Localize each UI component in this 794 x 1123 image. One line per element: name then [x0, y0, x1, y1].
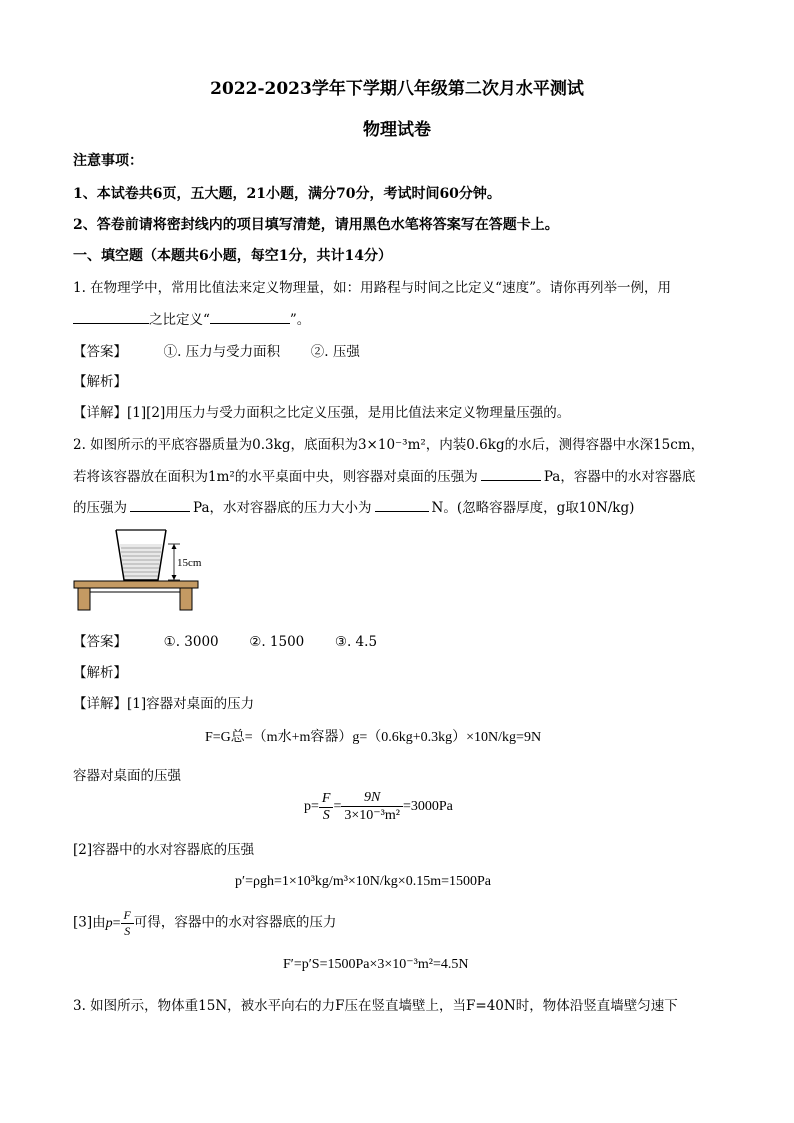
answer-blank	[73, 309, 149, 324]
answer-1: ①. 压力与受力面积	[163, 344, 281, 360]
analysis-tag: 【解析】	[73, 374, 127, 390]
formula-4: F′=p′S=1500Pa×3×10⁻³m²=4.5N	[283, 957, 469, 972]
answer-3: ③. 4.5	[334, 634, 378, 650]
question-2-line3: 的压强为 Pa，水对容器底的压力大小为 N。(忽略容器厚度，g取10N/kg)	[73, 496, 634, 516]
answer-blank	[130, 497, 190, 512]
table-top	[74, 581, 198, 588]
answer-2: ②. 1500	[249, 634, 305, 650]
question-1-line2: 之比定义“ ”。	[73, 308, 310, 328]
answer-row	[73, 630, 377, 650]
container-figure	[72, 526, 202, 616]
question-3-text: 3. 如图所示，物体重15N，被水平向右的力F压在竖直墙壁上，当F=40N时，物体沿竖直墙壁匀速下	[73, 998, 678, 1014]
question-2-line2: 若将该容器放在面积为1m²的水平桌面中央，则容器对桌面的压强为 Pa，容器中的水对容器底	[73, 465, 695, 485]
answer-1: ①. 3000	[163, 634, 219, 650]
answer-2: ②. 压强	[310, 344, 360, 360]
water-fill	[120, 544, 162, 580]
formula-1: F=G总=（m水+m容器）g=（0.6kg+0.3kg）×10N/kg=9N	[205, 730, 542, 745]
page-subtitle: 物理试卷	[363, 120, 431, 140]
formula-3: p′=ρgh=1×10³kg/m³×10N/kg×0.15m=1500Pa	[235, 874, 491, 889]
section-heading: 一、填空题（本题共6小题，每空1分，共计14分）	[73, 248, 392, 264]
question-1-text: 1. 在物理学中，常用比值法来定义物理量，如：用路程与时间之比定义“速度”。请你再列举一例，用	[73, 280, 671, 296]
answer-tag: 【答案】	[73, 634, 127, 650]
answer-row	[73, 340, 360, 360]
answer-blank	[481, 466, 541, 481]
answer-blank	[375, 497, 429, 512]
formula-2: p= $\frac{F}{S}$ = $\frac{9N}{\text{3×10⁻³m²}}$ =3000Pa	[304, 790, 453, 823]
answer-tag: 【答案】	[73, 344, 127, 360]
notice-heading: 注意事项：	[73, 153, 143, 169]
text-block: [3]由p= $\frac{F}{S}$ 可得，容器中的水对容器底的压力	[73, 908, 337, 938]
table-leg-right	[180, 588, 192, 610]
table-leg-left	[78, 588, 90, 610]
detail-text: 【详解】[1][2]用压力与受力面积之比定义压强，是用比值法来定义物理量压强的。	[73, 405, 571, 421]
depth-label: 15cm	[177, 557, 202, 569]
analysis-tag: 【解析】	[73, 665, 127, 681]
answer-blank	[210, 309, 290, 324]
text-block: [2]容器中的水对容器底的压强	[73, 842, 255, 858]
page-title: 2022-2023学年下学期八年级第二次月水平测试	[210, 79, 584, 99]
detail-text: 【详解】[1]容器对桌面的压力	[73, 696, 255, 712]
notice-item-2: 2、答卷前请将密封线内的项目填写清楚，请用黑色水笔将答案写在答题卡上。	[73, 217, 559, 233]
text-block: 容器对桌面的压强	[73, 768, 181, 784]
notice-item-1: 1、本试卷共6页，五大题，21小题，满分70分，考试时间60分钟。	[73, 186, 501, 202]
question-2-text: 2. 如图所示的平底容器质量为0.3kg，底面积为3×10⁻³m²，内装0.6kg的水后，测得容器中水深15cm，	[73, 437, 705, 453]
